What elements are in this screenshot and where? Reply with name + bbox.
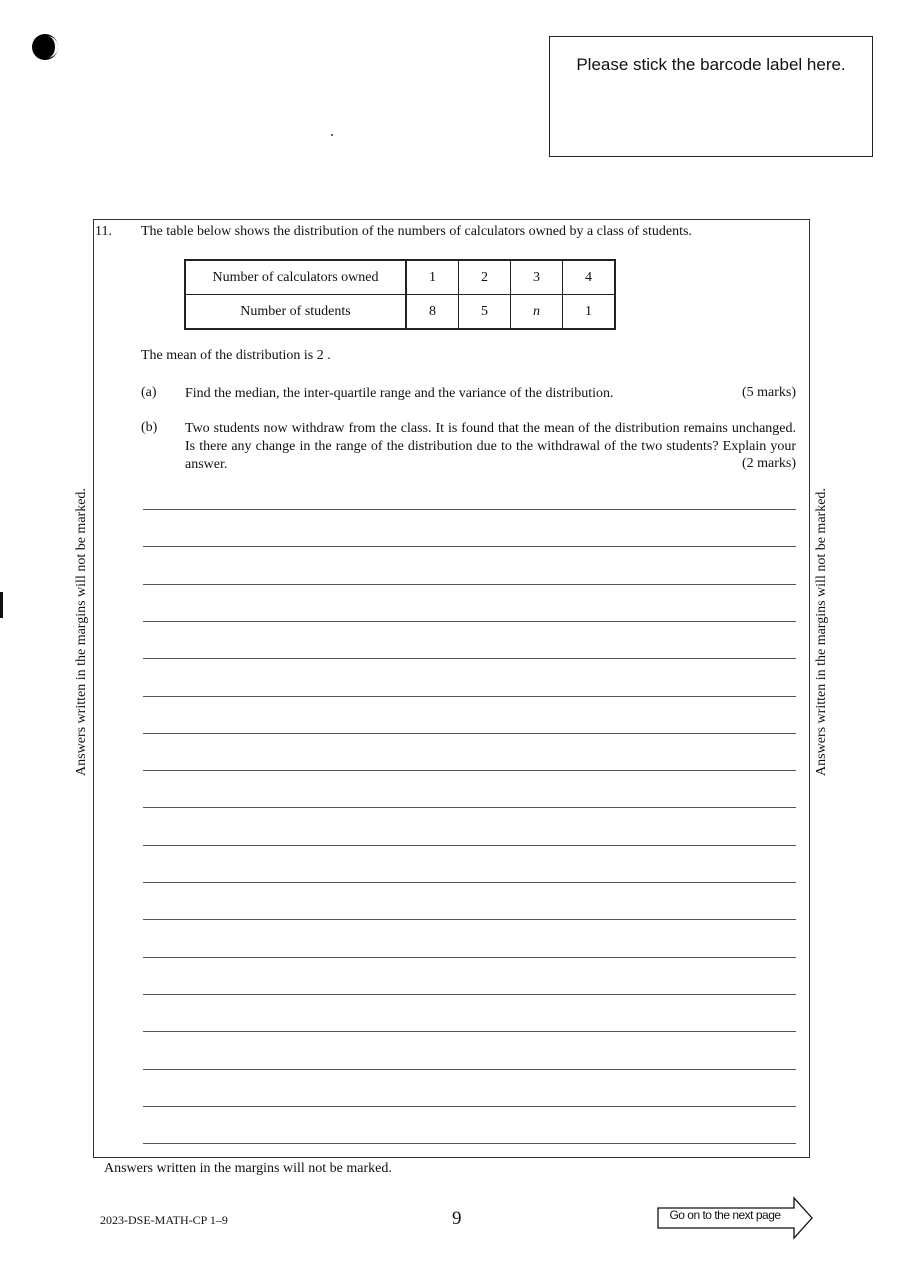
next-page-arrow: [656, 1196, 814, 1240]
answer-line: [143, 994, 796, 995]
barcode-label-box: [549, 36, 873, 157]
logo-icon: [30, 32, 60, 62]
answer-line: [143, 1069, 796, 1070]
bottom-margin-note: Answers written in the margins will not be marked.: [104, 1161, 392, 1176]
table-cell-unknown: n: [511, 295, 563, 330]
mean-statement: The mean of the distribution is 2 .: [141, 348, 331, 363]
answer-line: [143, 919, 796, 920]
answer-line: [143, 621, 796, 622]
answer-line: [143, 845, 796, 846]
table-cell: 2: [459, 260, 511, 295]
answer-line: [143, 696, 796, 697]
scan-speck: [331, 134, 333, 136]
part-b-marks: (2 marks): [741, 456, 796, 471]
table-row: [185, 260, 615, 295]
answer-line: [143, 509, 796, 510]
table-header-calculators: Number of calculators owned: [185, 260, 406, 295]
answer-line: [143, 733, 796, 734]
answer-line: [143, 584, 796, 585]
answer-line: [143, 770, 796, 771]
page-number: 9: [452, 1208, 462, 1229]
table-row: [185, 295, 615, 330]
left-margin-note: Answers written in the margins will not be marked.: [74, 488, 89, 776]
answer-line: [143, 658, 796, 659]
part-b-label: (b): [141, 420, 158, 435]
part-b-text: Two students now withdraw from the class. It is found that the mean of the distribution remains unchanged. Is there any change in the range of the distribution due to the withdrawal of the two students? Explain your answer.: [185, 421, 796, 472]
answer-line: [143, 1143, 796, 1144]
table-cell: 3: [511, 260, 563, 295]
part-a-marks: (5 marks): [741, 385, 796, 400]
answer-line: [143, 957, 796, 958]
paper-code: 2023-DSE-MATH-CP 1–9: [100, 1213, 228, 1227]
next-page-label: Go on to the next page: [669, 1208, 781, 1222]
table-cell: 8: [406, 295, 459, 330]
answer-line: [143, 1031, 796, 1032]
table-cell: 1: [406, 260, 459, 295]
barcode-instruction: Please stick the barcode label here.: [576, 55, 846, 74]
table-cell: 4: [563, 260, 616, 295]
right-margin-note: Answers written in the margins will not be marked.: [814, 488, 829, 776]
answer-line: [143, 546, 796, 547]
answer-line: [143, 1106, 796, 1107]
answer-line: [143, 882, 796, 883]
distribution-table: [184, 259, 616, 330]
edge-mark: [0, 592, 3, 618]
table-header-students: Number of students: [185, 295, 406, 330]
table-cell: 5: [459, 295, 511, 330]
question-number: 11.: [95, 224, 112, 239]
answer-line: [143, 807, 796, 808]
table-cell: 1: [563, 295, 616, 330]
question-intro: The table below shows the distribution of the numbers of calculators owned by a class of students.: [141, 224, 692, 239]
part-a-text: Find the median, the inter-quartile range and the variance of the distribution.: [185, 386, 614, 401]
part-a-label: (a): [141, 385, 157, 400]
